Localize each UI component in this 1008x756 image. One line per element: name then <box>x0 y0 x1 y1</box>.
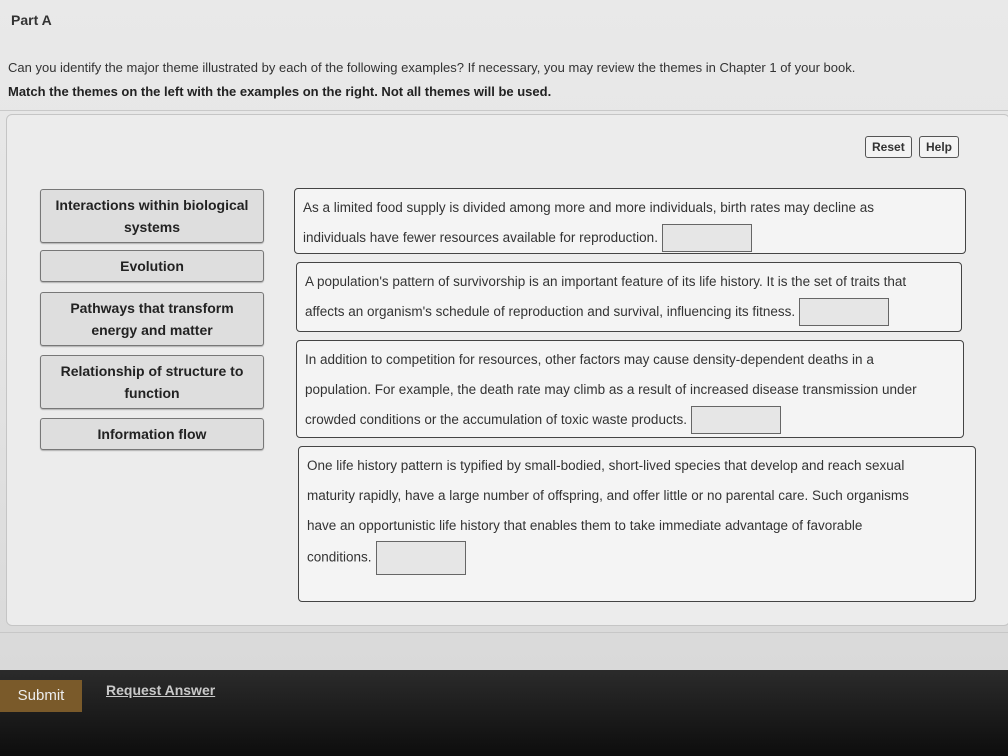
question-text: Can you identify the major theme illustrated by each of the following examples? If necessary, you may review the themes in Chapter 1 of your book. <box>8 60 856 75</box>
help-button[interactable]: Help <box>919 136 959 158</box>
drop-target-1[interactable] <box>662 224 752 252</box>
divider <box>0 632 1008 633</box>
submit-button[interactable]: Submit <box>0 680 82 712</box>
example-line: A population's pattern of survivorship is an important feature of its life history. It is the set of traits that <box>305 274 907 289</box>
divider <box>0 110 1008 111</box>
example-line: individuals have fewer resources available for reproduction. <box>303 223 957 253</box>
drop-target-2[interactable] <box>799 298 889 326</box>
reset-button[interactable]: Reset <box>865 136 912 158</box>
theme-label-line1: Pathways that transform <box>70 300 234 316</box>
theme-label-line2: energy and matter <box>91 322 213 338</box>
example-line: crowded conditions or the accumulation of toxic waste products. <box>305 405 955 435</box>
drop-target-3[interactable] <box>691 406 781 434</box>
theme-label-line1: Relationship of structure to <box>60 363 244 379</box>
theme-label-line1: Information flow <box>97 426 207 442</box>
request-answer-link[interactable]: Request Answer <box>106 682 216 698</box>
theme-information-flow[interactable] <box>40 418 264 450</box>
example-4 <box>298 446 976 602</box>
example-line: affects an organism's schedule of reproduction and survival, influencing its fitness. <box>305 297 953 327</box>
theme-label-line1: Evolution <box>120 258 184 274</box>
theme-interactions-within-biological-systems[interactable] <box>40 189 264 243</box>
theme-pathways-that-transform-energy[interactable] <box>40 292 264 346</box>
drop-target-4[interactable] <box>376 541 466 575</box>
example-line: have an opportunistic life history that enables them to take immediate advantage of favorable <box>307 518 863 533</box>
example-line: population. For example, the death rate may climb as a result of increased disease transmission under <box>305 382 917 397</box>
example-line: One life history pattern is typified by small-bodied, short-lived species that develop and reach sexual <box>307 458 905 473</box>
part-title: Part A <box>11 12 52 28</box>
instruction-text: Match the themes on the left with the examples on the right. Not all themes will be used. <box>8 84 552 99</box>
theme-evolution[interactable] <box>40 250 264 282</box>
example-line: As a limited food supply is divided among more and more individuals, birth rates may decline as <box>303 200 875 215</box>
theme-label-line2: function <box>124 385 180 401</box>
example-2 <box>296 262 962 332</box>
theme-label-line2: systems <box>123 219 181 235</box>
theme-relationship-of-structure-to-function[interactable] <box>40 355 264 409</box>
example-line: conditions. <box>307 541 967 575</box>
theme-label-line1: Interactions within biological <box>55 197 249 213</box>
example-1 <box>294 188 966 254</box>
example-line: In addition to competition for resources, other factors may cause density-dependent deaths in a <box>305 352 874 367</box>
example-3 <box>296 340 964 438</box>
example-line: maturity rapidly, have a large number of offspring, and offer little or no parental care. Such organisms <box>307 488 909 503</box>
